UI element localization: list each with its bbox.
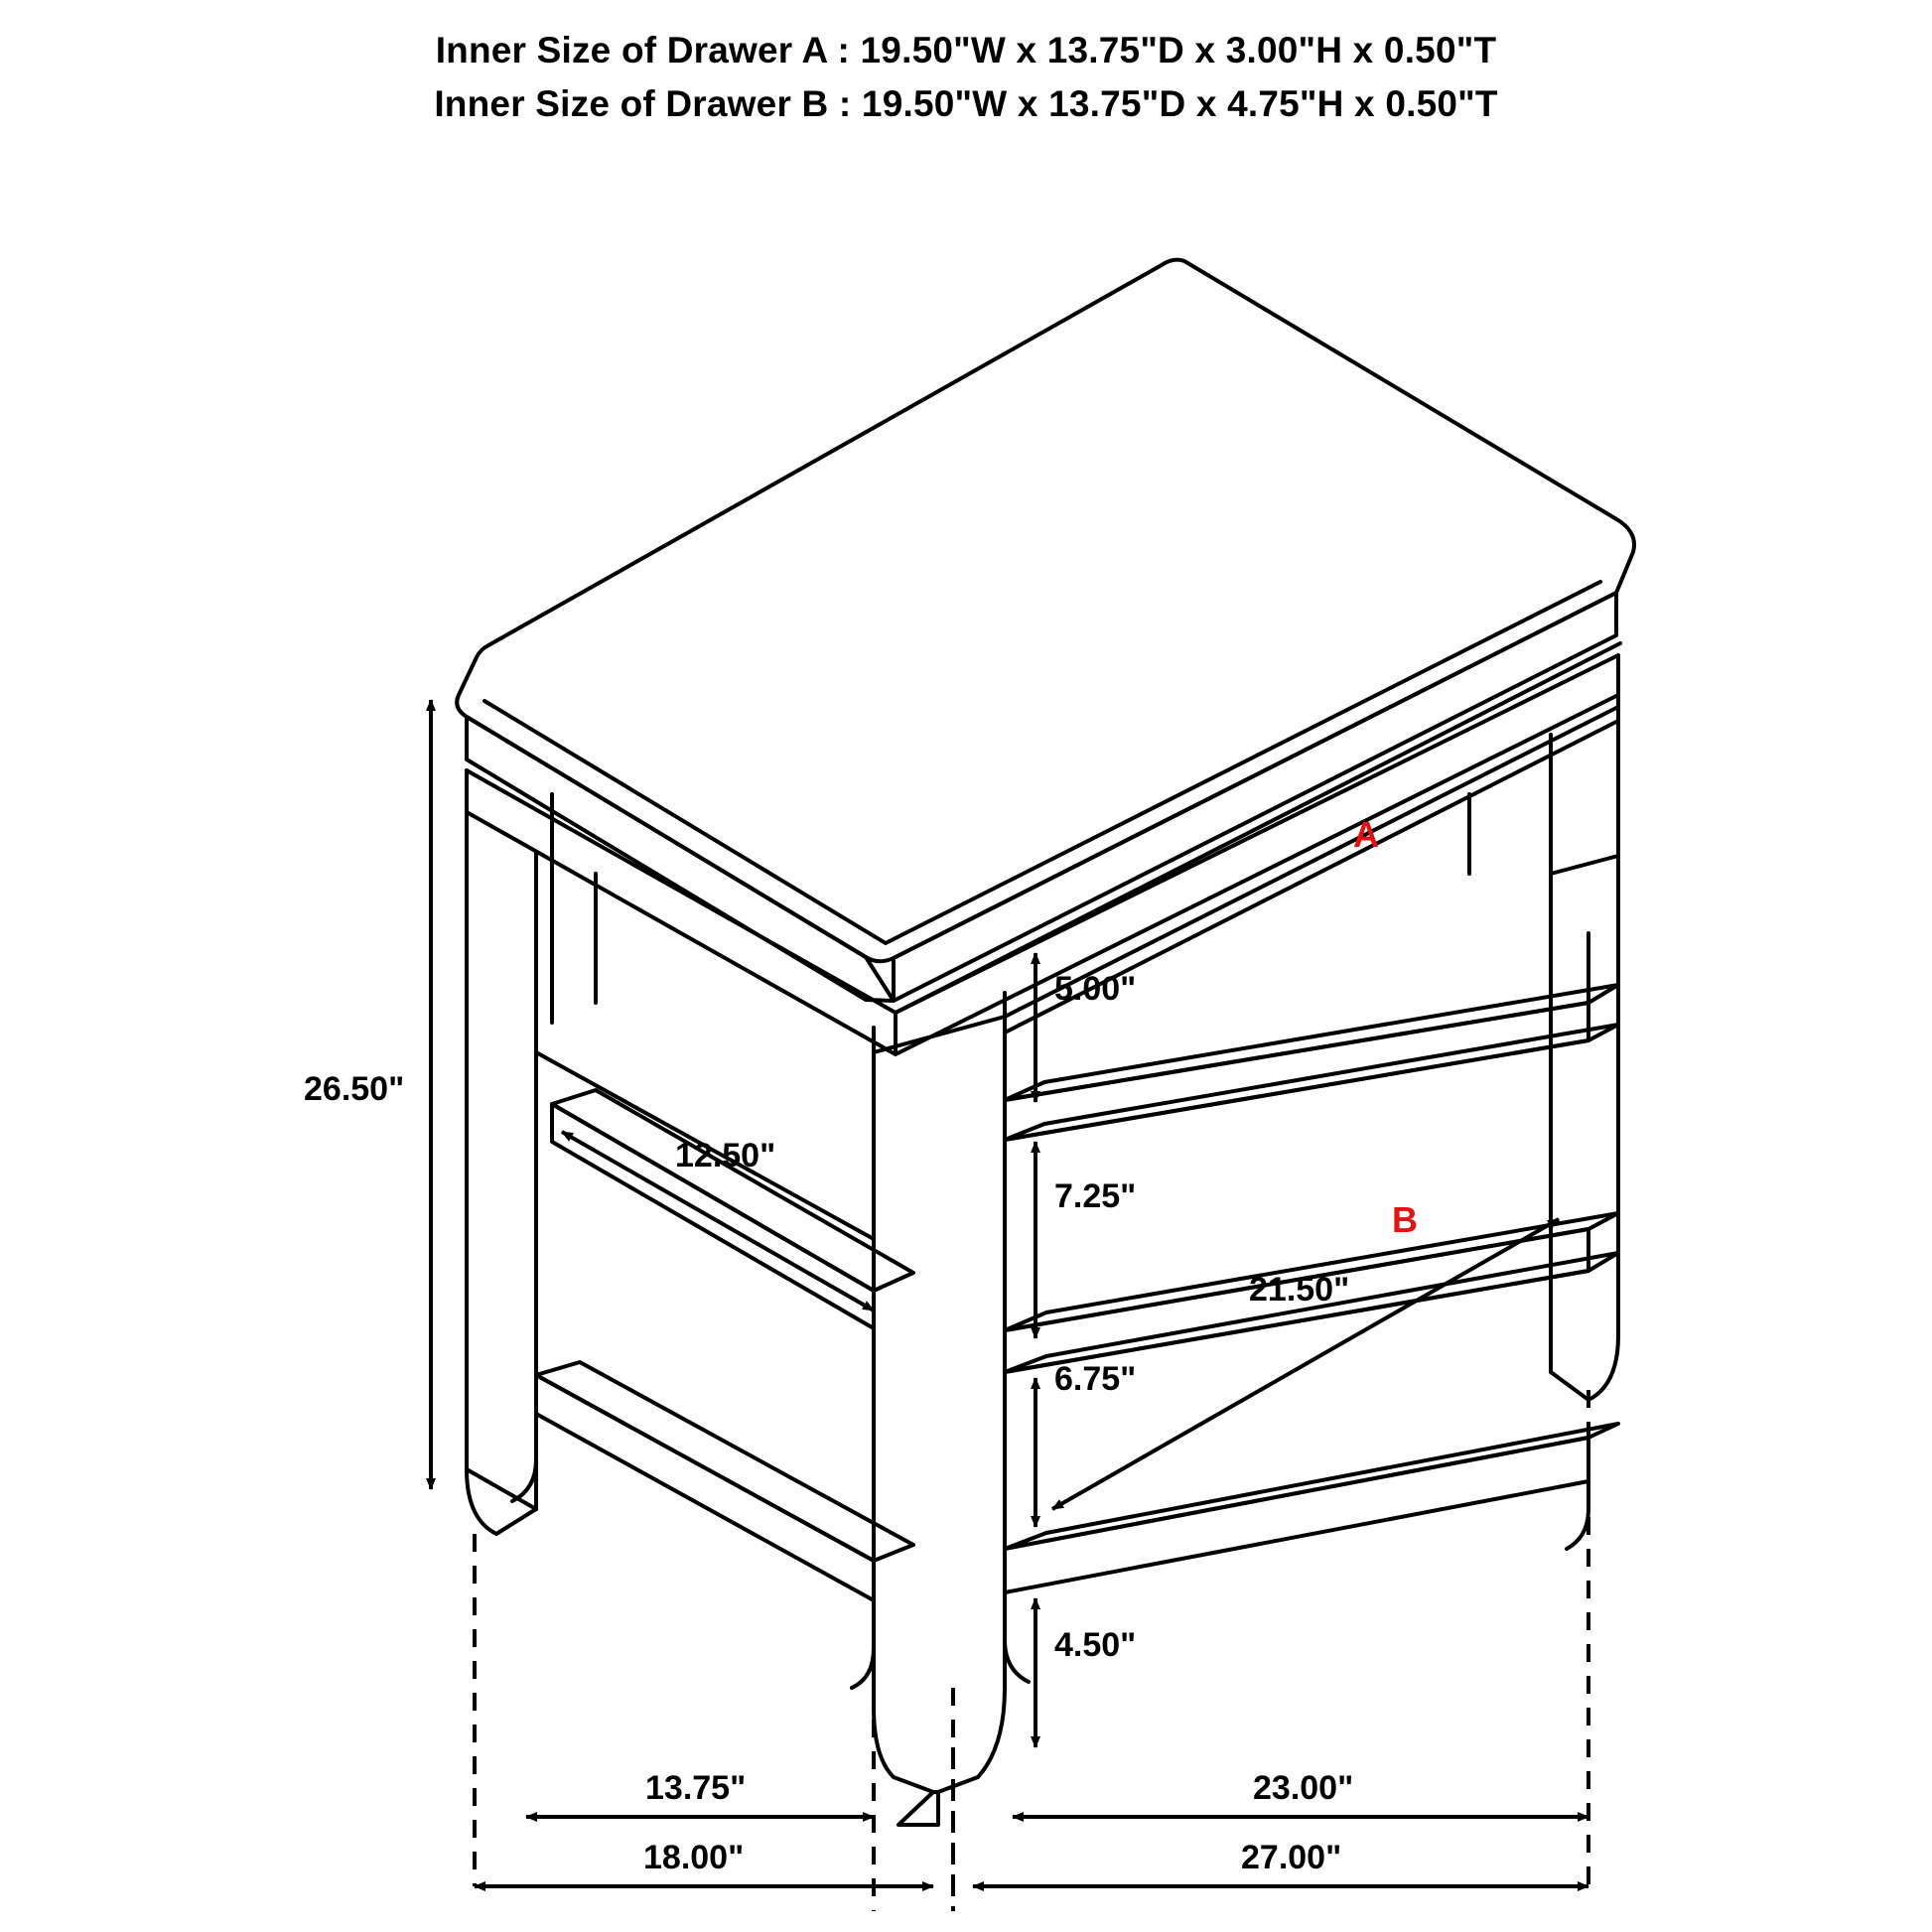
dimension-overall-depth: 18.00"	[643, 1839, 745, 1876]
dimension-shelf-depth: 12.50"	[675, 1137, 776, 1174]
dimension-top-opening-height: 5.00"	[1054, 970, 1137, 1008]
dimension-overall-height: 26.50"	[304, 1070, 405, 1108]
drawer-a-note: Inner Size of Drawer A : 19.50"W x 13.75"D x 3.00"H x 0.50"T	[435, 30, 1497, 70]
drawer-a-marker: A	[1353, 814, 1379, 855]
dimension-mid-opening-height: 7.25"	[1054, 1177, 1137, 1215]
table-body-outline	[457, 260, 1634, 1825]
dimension-base-width: 23.00"	[1253, 1769, 1354, 1807]
dimension-base-depth: 13.75"	[645, 1769, 747, 1807]
drawer-b-note: Inner Size of Drawer B : 19.50"W x 13.75"D x 4.75"H x 0.50"T	[434, 83, 1498, 124]
drawer-b-marker: B	[1392, 1199, 1418, 1240]
dimension-overall-width: 27.00"	[1241, 1839, 1342, 1876]
dimension-lower-opening-height: 6.75"	[1054, 1360, 1137, 1398]
dimension-leg-height: 4.50"	[1054, 1626, 1137, 1664]
dimension-shelf-width: 21.50"	[1249, 1271, 1350, 1309]
